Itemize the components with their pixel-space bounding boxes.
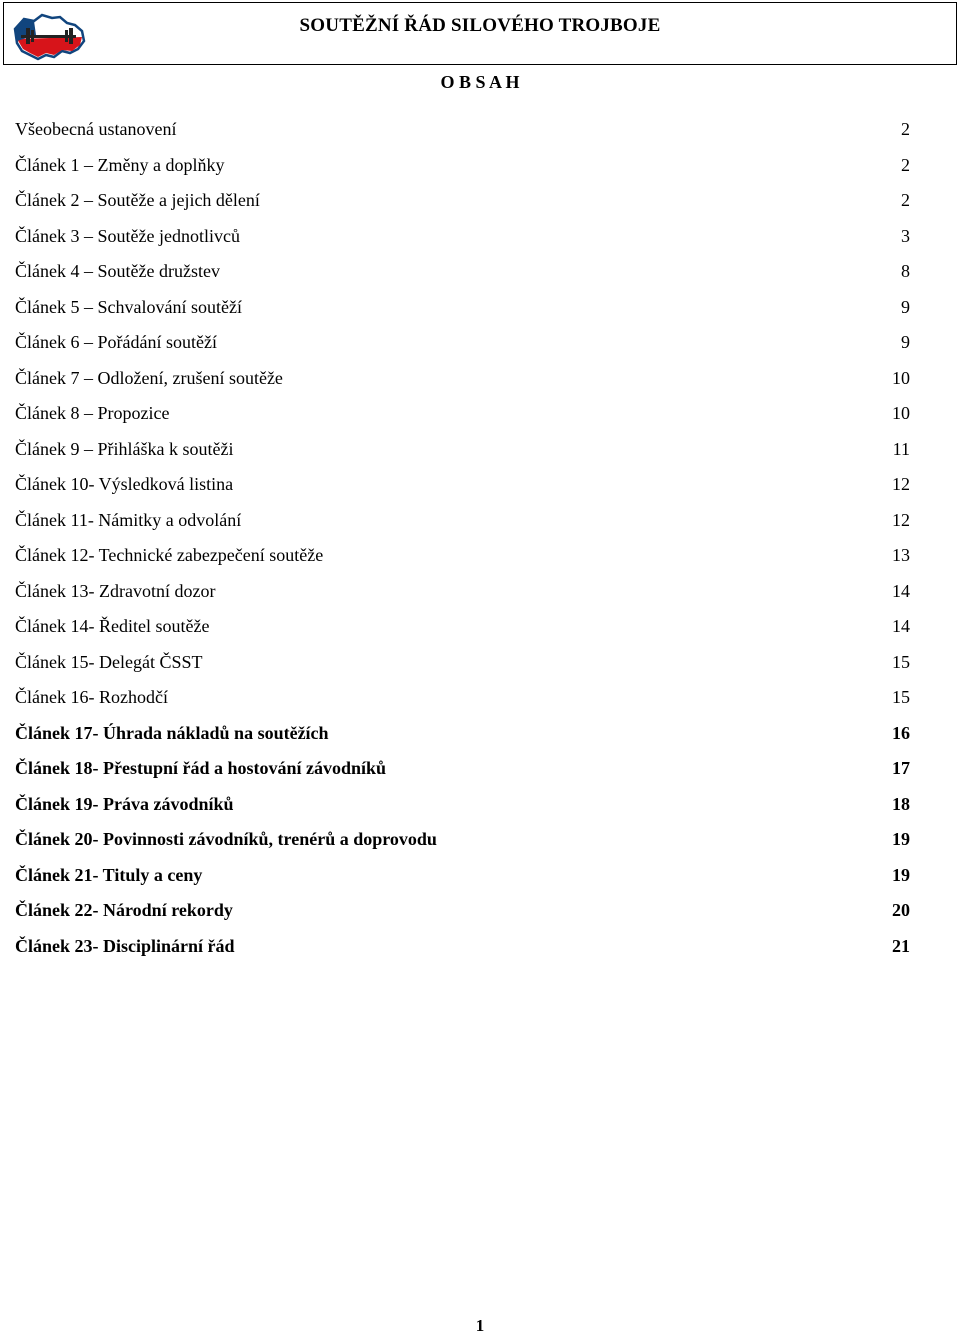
toc-entry <box>15 612 910 648</box>
toc-entry <box>15 896 910 932</box>
toc-entry-page: 13 <box>892 545 910 565</box>
toc-entry-title: Článek 6 – Pořádání soutěží <box>15 332 217 352</box>
toc-entry <box>15 719 910 755</box>
toc-entry <box>15 151 910 187</box>
toc-entry <box>15 328 910 364</box>
toc-entry-title: Článek 16- Rozhodčí <box>15 687 168 707</box>
toc-entry-title: Článek 2 – Soutěže a jejich dělení <box>15 190 260 210</box>
toc-entry-page: 20 <box>892 900 910 920</box>
toc-heading-text: O B S A H <box>440 72 520 92</box>
toc-entry-page: 8 <box>901 261 910 281</box>
toc-entry-page: 21 <box>892 935 910 956</box>
toc-entry-page: 11 <box>892 438 910 459</box>
toc-entry <box>15 364 910 400</box>
toc-entry <box>15 541 910 577</box>
table-of-contents <box>15 115 910 967</box>
toc-entry <box>15 648 910 684</box>
toc-entry-title: Všeobecná ustanovení <box>15 119 177 139</box>
toc-entry-title: Článek 20- Povinnosti závodníků, trenérů a doprovodu <box>15 829 437 849</box>
toc-entry <box>15 470 910 506</box>
toc-entry-title: Článek 14- Ředitel soutěže <box>15 616 210 636</box>
toc-entry-page: 12 <box>892 474 910 494</box>
toc-entry-title: Článek 21- Tituly a ceny <box>15 864 203 885</box>
page-number: 1 <box>475 1316 485 1335</box>
toc-entry-page: 14 <box>892 616 910 636</box>
toc-entry-title: Článek 10- Výsledková listina <box>15 474 234 494</box>
toc-heading <box>0 72 960 93</box>
toc-entry-page: 17 <box>892 758 910 778</box>
toc-entry-page: 3 <box>901 225 910 246</box>
toc-entry <box>15 293 910 329</box>
toc-entry-page: 18 <box>892 793 910 814</box>
toc-entry <box>15 186 910 222</box>
toc-entry <box>15 115 910 151</box>
toc-entry-title: Článek 3 – Soutěže jednotlivců <box>15 225 240 246</box>
toc-entry-page: 9 <box>901 332 910 352</box>
toc-entry-page: 12 <box>892 509 910 530</box>
toc-entry-page: 9 <box>901 296 910 317</box>
toc-entry-title: Článek 22- Národní rekordy <box>15 900 233 920</box>
document-title: SOUTĚŽNÍ ŘÁD SILOVÉHO TROJBOJE <box>299 15 661 36</box>
toc-entry-title: Článek 18- Přestupní řád a hostování závodníků <box>15 758 387 778</box>
toc-entry <box>15 435 910 471</box>
toc-entry-title: Článek 8 – Propozice <box>15 403 170 423</box>
toc-entry-title: Článek 11- Námitky a odvolání <box>15 509 242 530</box>
toc-entry <box>15 790 910 826</box>
toc-entry <box>15 861 910 897</box>
toc-entry-page: 16 <box>892 722 910 743</box>
document-header <box>3 2 957 65</box>
toc-entry-page: 15 <box>892 651 910 672</box>
toc-entry-title: Článek 12- Technické zabezpečení soutěže <box>15 545 324 565</box>
toc-entry-title: Článek 19- Práva závodníků <box>15 793 234 814</box>
toc-entry <box>15 683 910 719</box>
toc-entry <box>15 399 910 435</box>
toc-entry-title: Článek 9 – Přihláška k soutěži <box>15 438 234 459</box>
toc-entry-page: 19 <box>892 864 910 885</box>
toc-entry-page: 10 <box>892 403 910 423</box>
toc-entry <box>15 222 910 258</box>
toc-entry-title: Článek 1 – Změny a doplňky <box>15 154 225 175</box>
toc-entry <box>15 257 910 293</box>
toc-entry-page: 19 <box>892 829 910 849</box>
toc-entry-title: Článek 17- Úhrada nákladů na soutěžích <box>15 722 329 743</box>
toc-entry-page: 10 <box>892 367 910 388</box>
toc-entry <box>15 932 910 968</box>
toc-entry-title: Článek 4 – Soutěže družstev <box>15 261 220 281</box>
toc-entry <box>15 825 910 861</box>
czech-map-barbell-logo <box>12 11 87 63</box>
toc-entry-page: 2 <box>901 154 910 175</box>
toc-entry <box>15 577 910 613</box>
toc-entry-title: Článek 23- Disciplinární řád <box>15 935 235 956</box>
toc-entry <box>15 754 910 790</box>
toc-entry-title: Článek 13- Zdravotní dozor <box>15 580 216 601</box>
toc-entry-page: 2 <box>901 119 910 139</box>
toc-entry-title: Článek 5 – Schvalování soutěží <box>15 296 242 317</box>
toc-entry-page: 2 <box>901 190 910 210</box>
toc-entry-title: Článek 15- Delegát ČSST <box>15 651 203 672</box>
toc-entry <box>15 506 910 542</box>
toc-entry-page: 15 <box>892 687 910 707</box>
toc-entry-page: 14 <box>892 580 910 601</box>
toc-entry-title: Článek 7 – Odložení, zrušení soutěže <box>15 367 283 388</box>
